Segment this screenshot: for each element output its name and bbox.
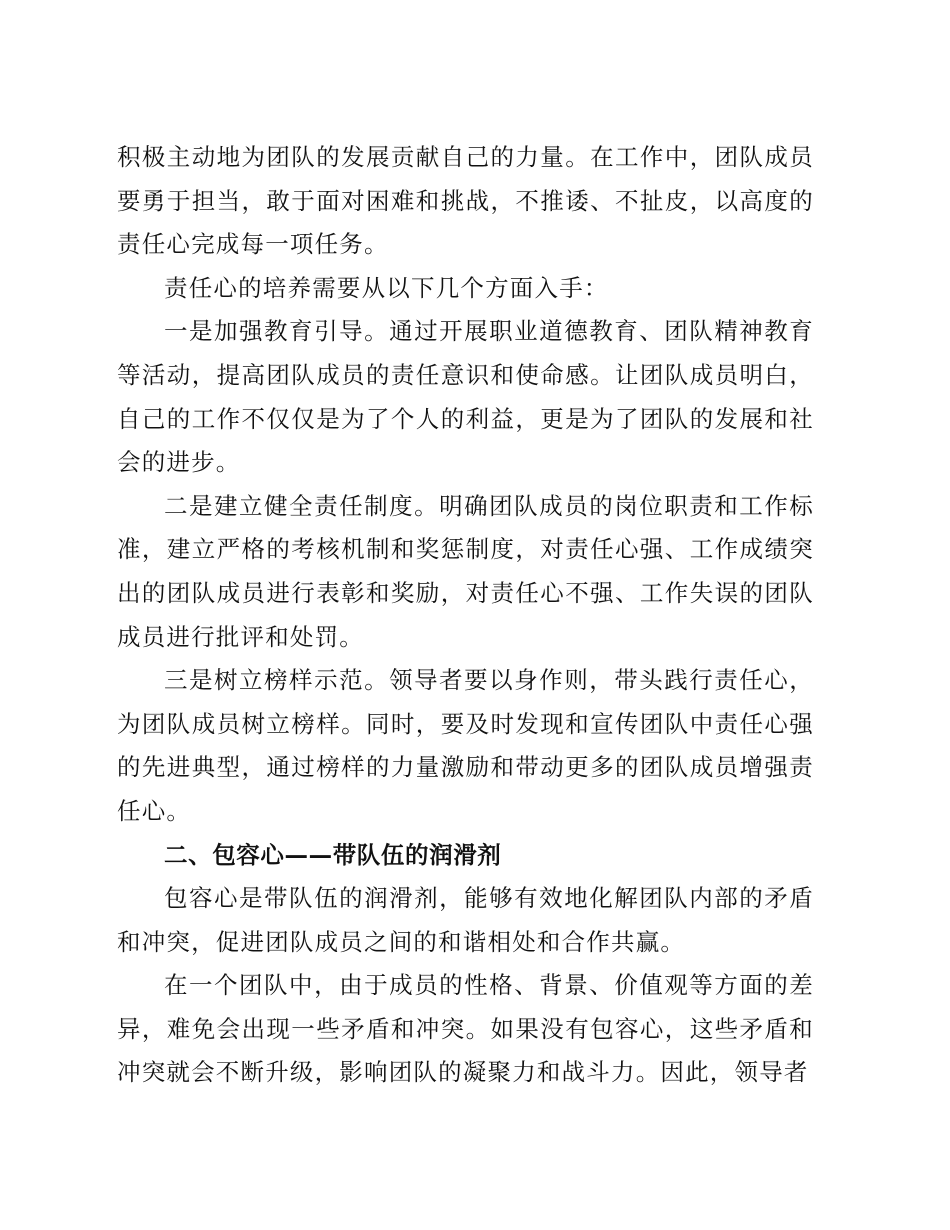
paragraph-method-one: 一是加强教育引导。通过开展职业道德教育、团队精神教育等活动，提高团队成员的责任意识和使命感。让团队成员明白，自己的工作不仅仅是为了个人的利益，更是为了团队的发展和社会的进步。 [117,317,814,477]
paragraph-continuation: 积极主动地为团队的发展贡献自己的力量。在工作中，团队成员要勇于担当，敢于面对困难和挑战，不推诿、不扯皮，以高度的责任心完成每一项任务。 [117,143,814,259]
paragraph-tolerance-conflict: 在一个团队中，由于成员的性格、背景、价值观等方面的差异，难免会出现一些矛盾和冲突。如果没有包容心，这些矛盾和冲突就会不断升级，影响团队的凝聚力和战斗力。因此，领导者 [117,971,814,1087]
section-heading: 二、包容心——带队伍的润滑剂 [164,840,502,869]
document-body [117,136,814,1095]
paragraph-intro-methods: 责任心的培养需要从以下几个方面入手： [164,273,609,302]
paragraph-tolerance-intro: 包容心是带队伍的润滑剂，能够有效地化解团队内部的矛盾和冲突，促进团队成员之间的和谐相处和合作共赢。 [117,884,814,956]
paragraph-method-three: 三是树立榜样示范。领导者要以身作则，带头践行责任心，为团队成员树立榜样。同时，要及时发现和宣传团队中责任心强的先进典型，通过榜样的力量激励和带动更多的团队成员增强责任心。 [117,666,814,825]
paragraph-method-two: 二是建立健全责任制度。明确团队成员的岗位职责和工作标准，建立严格的考核机制和奖惩制度，对责任心强、工作成绩突出的团队成员进行表彰和奖励，对责任心不强、工作失误的团队成员进行批评和处罚。 [117,491,814,651]
